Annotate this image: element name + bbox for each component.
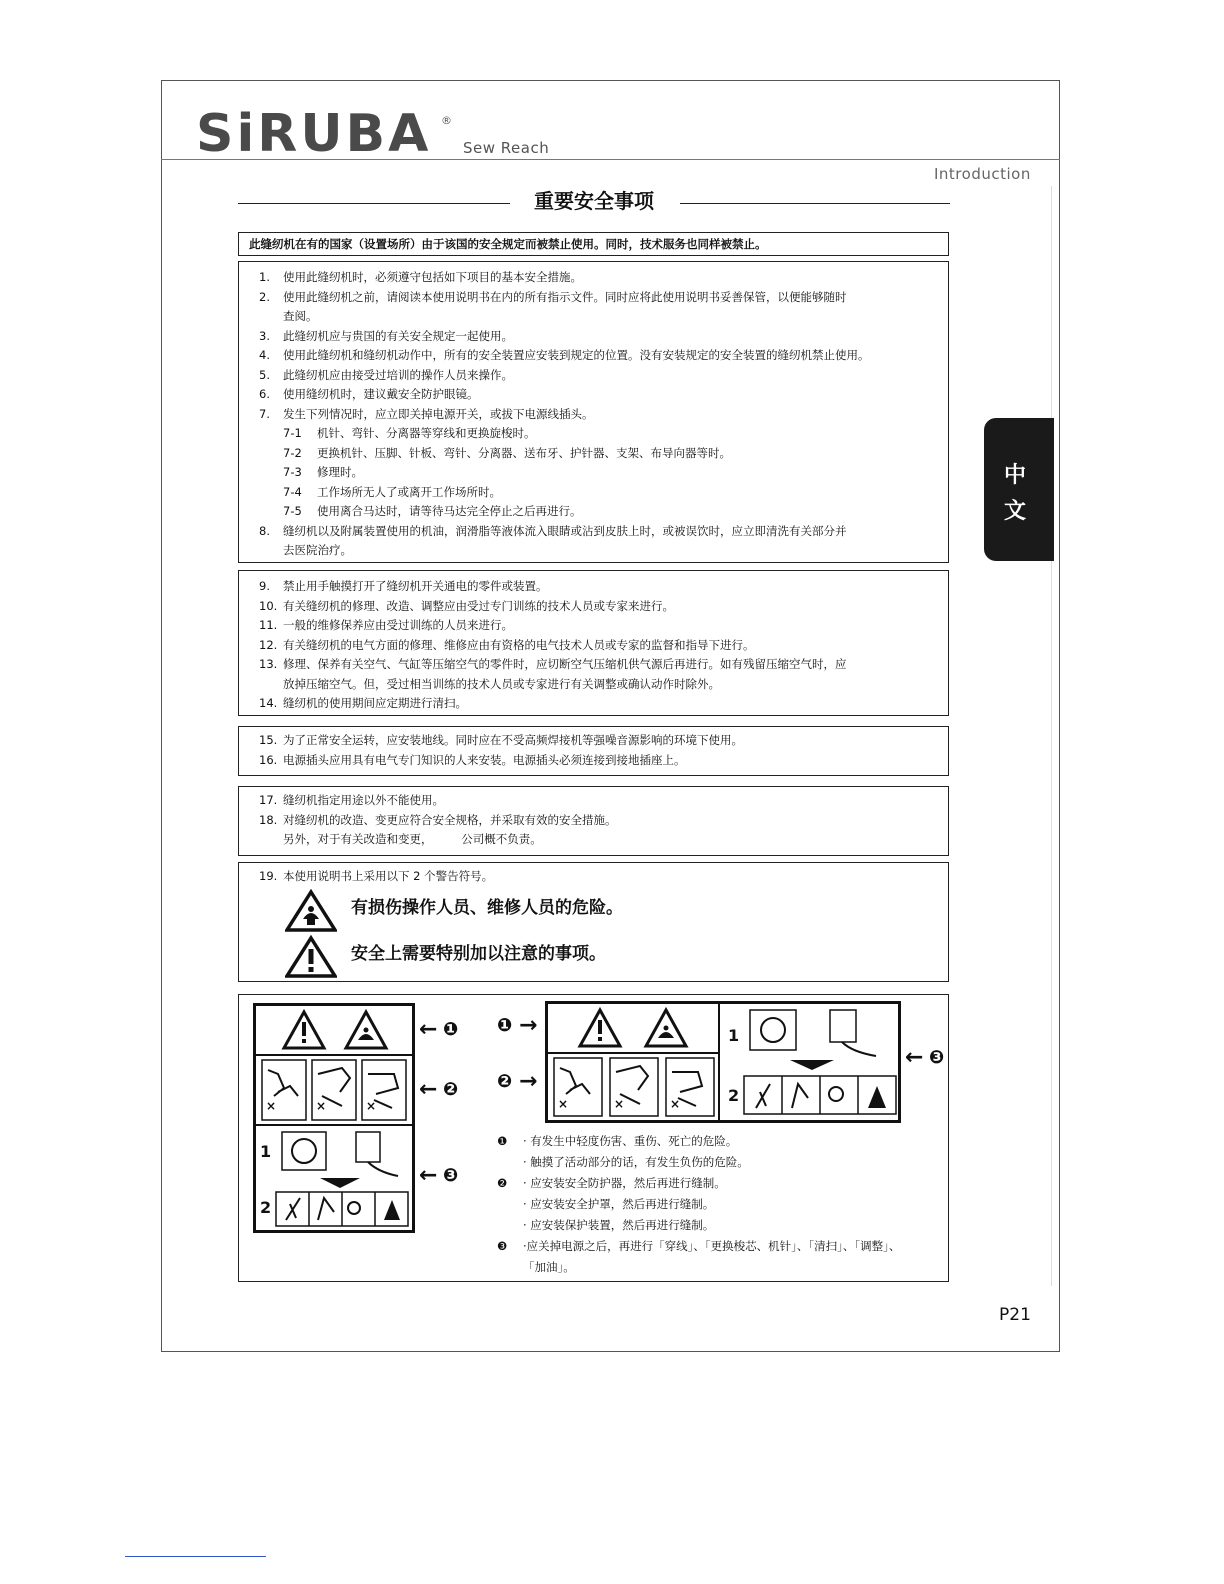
svg-text:×: × <box>266 1099 277 1113</box>
list-item: 2. 使用此缝纫机之前，请阅读本使用说明书在内的所有指示文件。同时应将此使用说明书妥善保管，以便能够随时 <box>259 289 847 304</box>
guard-pictograms-icon <box>256 1056 414 1124</box>
list-item: 7. 发生下列情况时，应立即关掉电源开关，或拔下电源线插头。 <box>259 406 594 421</box>
list-item: 12. 有关缝纫机的电气方面的修理、维修应由有资格的电气技术人员或专家的监督和指导下进行。 <box>259 637 755 652</box>
sub-item: 7-5 使用离合马达时，请等待马达完全停止之后再进行。 <box>283 504 582 518</box>
label-guard-pictograms-right <box>547 1053 719 1121</box>
side-tab-char: 文 <box>1003 499 1026 524</box>
lead-notice: 此缝纫机在有的国家（设置场所）由于该国的安全规定而被禁止使用。同时，技术服务也同样被禁止。 <box>238 232 949 256</box>
page-title: 重要安全事项 <box>534 189 654 213</box>
safety-box-3 <box>238 726 949 776</box>
list-item: 4. 使用此缝纫机和缝纫机动作中，所有的安全装置应安装到规定的位置。没有安装规定的安全装置的缝纫机禁止使用。 <box>259 348 870 362</box>
marker-1: ❶ <box>443 1019 459 1040</box>
note-line: · 应安装保护装置，然后再进行缝制。 <box>523 1218 715 1232</box>
list-item: 11. 一般的维修保养应由受过训练的人员来进行。 <box>259 618 513 632</box>
margin-line <box>1051 186 1052 1286</box>
list-item-cont: 放掉压缩空气。但，受过相当训练的技术人员或专家进行有关调整或确认动作时除外。 <box>283 676 720 691</box>
step-2-number: 2 <box>260 1198 272 1217</box>
warning-triangles-icon <box>256 1006 414 1054</box>
warning-label-box <box>238 994 949 1282</box>
label-guard-pictograms <box>255 1055 413 1125</box>
list-item: 14. 缝纫机的使用期间应定期进行清扫。 <box>259 696 467 710</box>
note-line: ❸ ·应关掉电源之后，再进行「穿线」、「更换梭芯、机针」、「清扫」、「调整」、 <box>497 1239 901 1253</box>
power-off-pictogram-right-icon <box>720 1004 900 1120</box>
label-notes <box>497 1131 947 1278</box>
note-line: · 触摸了活动部分的话，有发生负伤的危险。 <box>523 1155 749 1169</box>
sub-item: 7-4 工作场所无人了或离开工作场所时。 <box>283 484 501 499</box>
warning-caution-text: 安全上需要特别加以注意的事项。 <box>351 944 606 964</box>
list-item: 13. 修理、保养有关空气、气缸等压缩空气的零件时，应切断空气压缩机供气源后再进行。如有残留压缩空气时，应 <box>259 657 847 671</box>
label-icons-row <box>255 1005 413 1055</box>
list-item: 16. 电源插头应用具有电气专门知识的人来安装。电源插头必须连接到接地插座上。 <box>259 752 686 767</box>
power-off-pictogram-icon <box>256 1126 414 1230</box>
siruba-logo: SiRUBA <box>196 104 432 164</box>
note-line: ❷ · 应安装安全防护器，然后再进行缝制。 <box>497 1176 726 1190</box>
svg-text:×: × <box>366 1099 377 1113</box>
pointer-arrow-3-right: ← <box>905 1045 924 1070</box>
pointer-arrow-1: ← <box>419 1017 438 1042</box>
svg-text:×: × <box>670 1097 681 1111</box>
safety-box-1 <box>238 261 949 563</box>
registered-mark: ® <box>441 114 452 127</box>
list-item: 15. 为了正常安全运转，应安装地线。同时应在不受高频焊接机等强噪音源影响的环境下使用。 <box>259 733 743 747</box>
pointer-arrow-2-right: → <box>519 1069 538 1094</box>
note-line: · 应安装安全护罩，然后再进行缝制。 <box>523 1197 715 1211</box>
pointer-arrow-2: ← <box>419 1077 438 1102</box>
marker-2-right: ❷ <box>497 1071 513 1092</box>
marker-3: ❸ <box>443 1165 459 1186</box>
sub-item: 7-3 修理时。 <box>283 465 363 479</box>
list-item: 3. 此缝纫机应与贵国的有关安全规定一起使用。 <box>259 328 513 343</box>
svg-text:×: × <box>614 1097 625 1111</box>
warning-label-vertical <box>253 1003 415 1233</box>
list-item: 8. 缝纫机以及附属装置使用的机油，润滑脂等液体流入眼睛或沾到皮肤上时，或被误饮时，应立即清洗有关部分并 <box>259 523 847 538</box>
pointer-arrow-1-right: → <box>519 1013 538 1038</box>
safety-box-4 <box>238 786 949 856</box>
warning-label-horizontal <box>545 1001 901 1123</box>
safety-box-2 <box>238 570 949 716</box>
step-1-number-right: 1 <box>728 1026 740 1045</box>
sub-item: 7-2 更换机针、压脚、针板、弯针、分离器、送布牙、护针器、支架、布导向器等时。 <box>283 445 731 460</box>
warning-triangles-right-icon <box>548 1004 720 1052</box>
page-number: P21 <box>999 1305 1031 1325</box>
marker-3-right: ❸ <box>929 1047 945 1068</box>
title-bar <box>238 186 950 216</box>
label-power-off-steps-right <box>719 1003 899 1121</box>
language-side-tab <box>984 418 1054 561</box>
svg-text:×: × <box>558 1097 569 1111</box>
marker-1-right: ❶ <box>497 1015 513 1036</box>
list-item: 17. 缝纫机指定用途以外不能使用。 <box>259 793 444 807</box>
list-item: 1. 使用此缝纫机时，必须遵守包括如下项目的基本安全措施。 <box>259 270 582 284</box>
list-item: 10. 有关缝纫机的修理、改造、调整应由受过专门训练的技术人员或专家来进行。 <box>259 598 674 613</box>
hand-hazard-warning-icon <box>285 889 337 933</box>
list-item: 18. 对缝纫机的改造、变更应符合安全规格，并采取有效的安全措施。 <box>259 812 617 827</box>
footer-link-underline[interactable] <box>125 1556 266 1557</box>
list-item: 5. 此缝纫机应由接受过培训的操作人员来操作。 <box>259 367 513 382</box>
note-line: 「加油」。 <box>523 1260 575 1274</box>
warning-hazard-text: 有损伤操作人员、维修人员的危险。 <box>351 898 623 918</box>
list-item-cont: 另外，对于有关改造和变更， 公司概不负责。 <box>283 832 542 846</box>
tagline: Sew Reach <box>463 139 550 157</box>
marker-2: ❷ <box>443 1079 459 1100</box>
sub-item: 7-1 机针、弯针、分离器等穿线和更换旋梭时。 <box>283 426 536 440</box>
note-line: ❶ · 有发生中轻度伤害、重伤、死亡的危险。 <box>497 1134 738 1148</box>
safety-box-5 <box>238 862 949 982</box>
label-icons-row-right <box>547 1003 719 1053</box>
list-item-cont: 去医院治疗。 <box>283 543 352 557</box>
section-label: Introduction <box>934 165 1031 183</box>
step-1-number: 1 <box>260 1142 272 1161</box>
svg-text:×: × <box>316 1099 327 1113</box>
side-tab-char: 中 <box>1003 463 1026 488</box>
list-item: 9. 禁止用手触摸打开了缝纫机开关通电的零件或装置。 <box>259 579 548 593</box>
step-2-number-right: 2 <box>728 1086 740 1105</box>
guard-pictograms-right-icon <box>548 1054 720 1120</box>
pointer-arrow-3: ← <box>419 1163 438 1188</box>
list-item: 19. 本使用说明书上采用以下 2 个警告符号。 <box>259 869 494 883</box>
list-item-cont: 查阅。 <box>283 309 318 323</box>
list-item: 6. 使用缝纫机时，建议戴安全防护眼镜。 <box>259 387 479 401</box>
label-power-off-steps <box>255 1125 413 1231</box>
exclamation-warning-icon <box>285 935 337 979</box>
